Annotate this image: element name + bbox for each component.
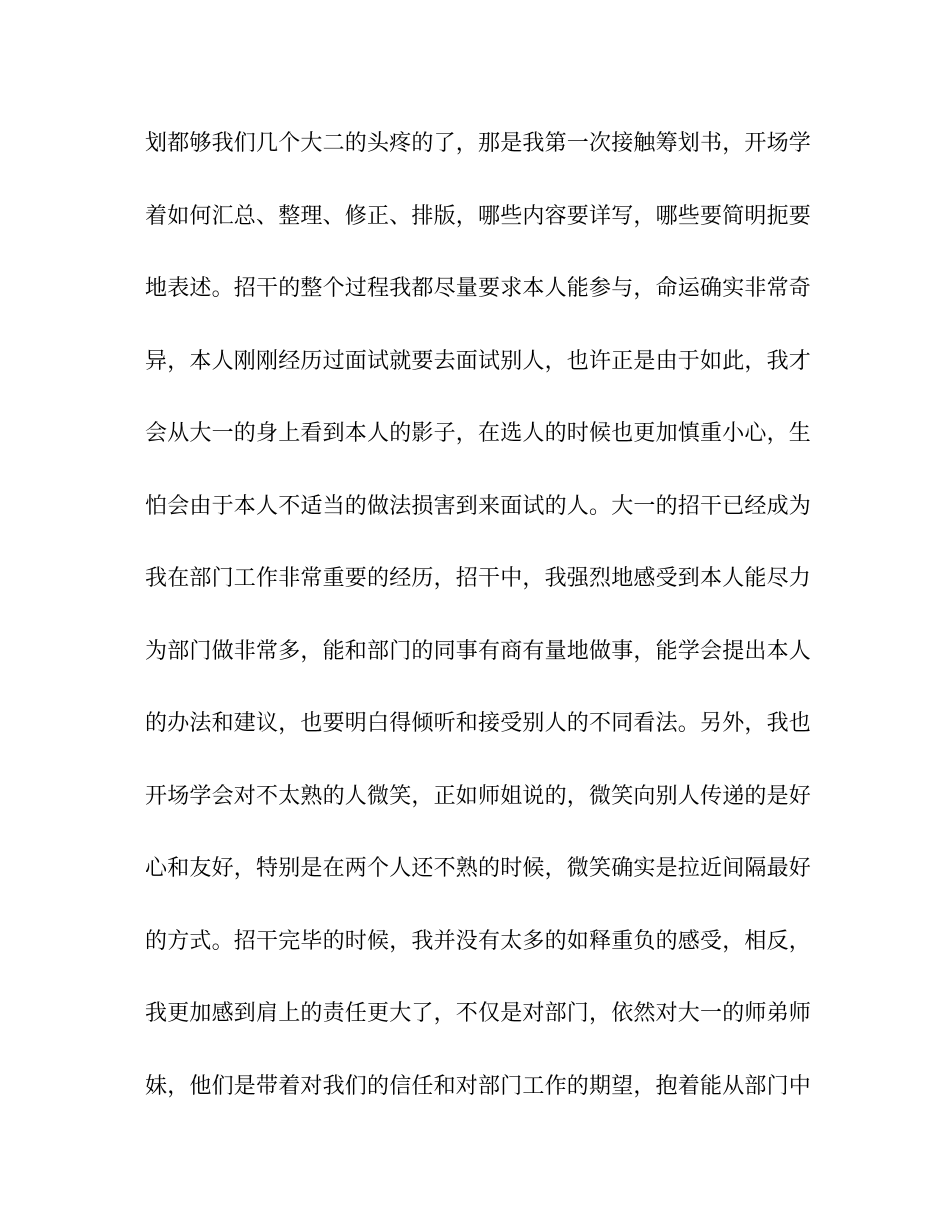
text-line: 的办法和建议，也要明白得倾听和接受别人的不同看法。另外，我也 bbox=[145, 711, 812, 736]
body-text bbox=[145, 122, 812, 1137]
text-line: 地表述。招干的整个过程我都尽量要求本人能参与，命运确实非常奇 bbox=[145, 276, 812, 301]
text-line: 怕会由于本人不适当的做法损害到来面试的人。大一的招干已经成为 bbox=[145, 493, 812, 519]
text-line: 会从大一的身上看到本人的影子，在选人的时候也更加慎重小心，生 bbox=[145, 421, 812, 446]
text-line: 妹，他们是带着对我们的信任和对部门工作的期望，抱着能从部门中 bbox=[145, 1073, 812, 1099]
text-line: 划都够我们几个大二的头疼的了，那是我第一次接触筹划书，开场学 bbox=[145, 131, 812, 156]
text-line: 异，本人刚刚经历过面试就要去面试别人，也许正是由于如此，我才 bbox=[145, 348, 812, 374]
text-line: 为部门做非常多，能和部门的同事有商有量地做事，能学会提出本人 bbox=[145, 638, 812, 664]
text-line: 开场学会对不太熟的人微笑，正如师姐说的，微笑向别人传递的是好 bbox=[145, 783, 812, 809]
text-line: 心和友好，特别是在两个人还不熟的时候，微笑确实是拉近间隔最好 bbox=[145, 856, 812, 881]
text-line: 着如何汇总、整理、修正、排版，哪些内容要详写，哪些要简明扼要 bbox=[145, 203, 812, 229]
text-line: 的方式。招干完毕的时候，我并没有太多的如释重负的感受，相反， bbox=[145, 928, 812, 954]
text-line: 我在部门工作非常重要的经历，招干中，我强烈地感受到本人能尽力 bbox=[145, 566, 812, 591]
text-line: 我更加感到肩上的责任更大了，不仅是对部门，依然对大一的师弟师 bbox=[145, 1001, 812, 1026]
